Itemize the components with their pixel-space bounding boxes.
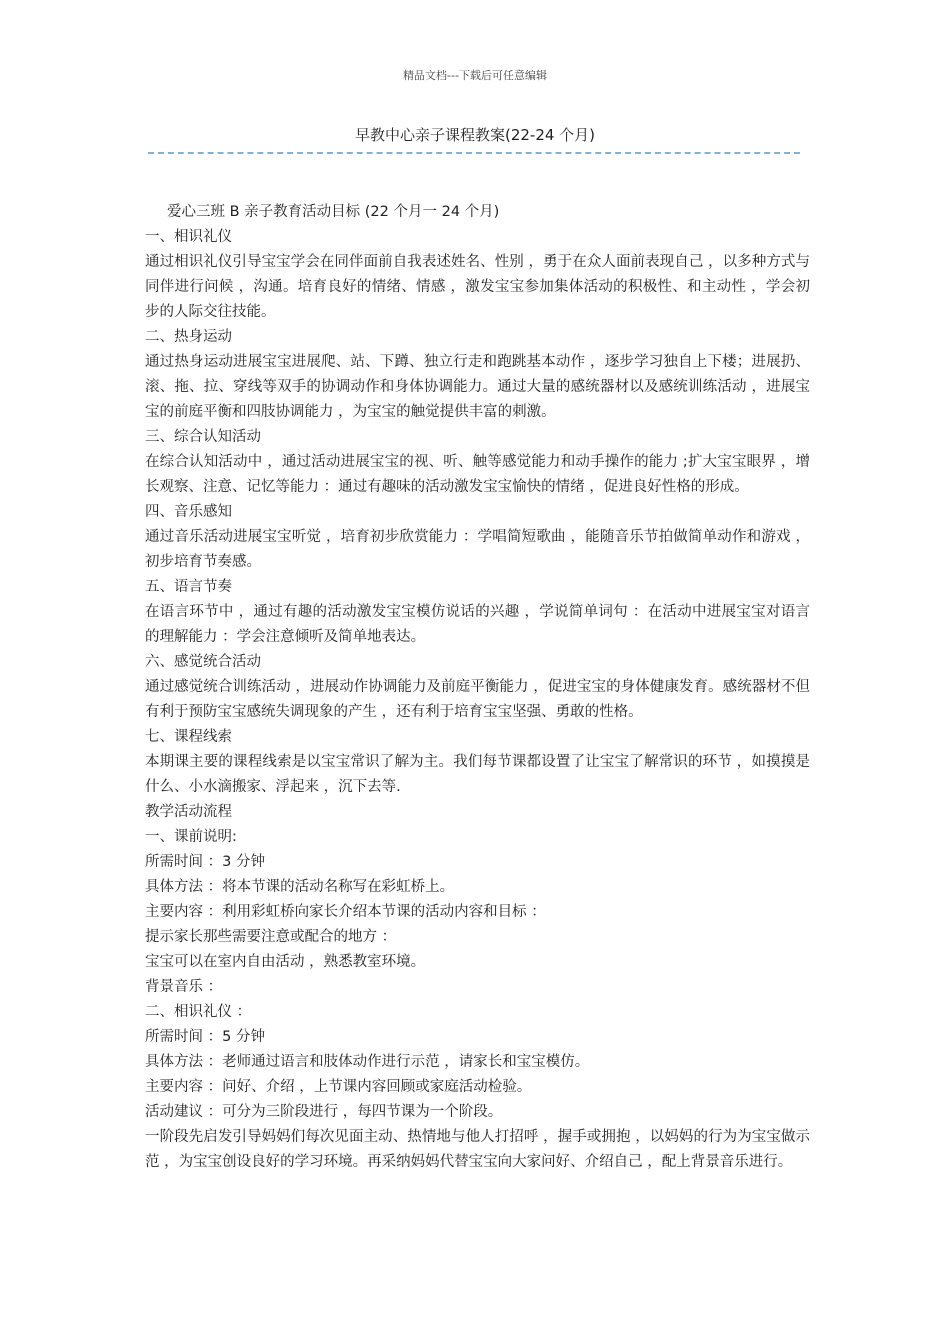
text-line: 所需时间 ：3 分钟 [145, 854, 265, 870]
section-heading: 三、综合认知活动 [145, 429, 261, 445]
section-heading: 一、相识礼仪 [145, 229, 232, 245]
paragraph: 在语言环节中 ，通过有趣的活动激发宝宝模仿说话的兴趣 ，学说简单词句 ：在活动中进展宝宝对语言的理解能力 ：学会注意倾听及简单地表达。 [145, 604, 810, 645]
document-title: 早教中心亲子课程教案(22-24 个月) [354, 126, 596, 144]
section-heading: 七、课程线索 [145, 729, 232, 745]
section-heading: 五、语言节奏 [145, 579, 232, 595]
class-goal-heading: 爱心三班 B 亲子教育活动目标 (22 个月一 24 个月) [167, 204, 500, 220]
section-heading: 二、相识礼仪 ： [145, 1004, 252, 1020]
section-heading: 四、音乐感知 [145, 504, 232, 520]
paragraph: 通过音乐活动进展宝宝听觉 ，培育初步欣赏能力 ：学唱简短歌曲 ，能随音乐节拍做简单动作和游戏 ，初步培育节奏感。 [145, 529, 810, 570]
text-line: 具体方法 ：老师通过语言和肢体动作进行示范 ，请家长和宝宝模仿。 [145, 1054, 590, 1070]
text-line: 活动建议 ：可分为三阶段进行 ，每四节课为一个阶段。 [145, 1104, 503, 1120]
paragraph: 通过热身运动进展宝宝进展爬、站、下蹲、独立行走和跑跳基本动作 ，逐步学习独自上下楼；进展扔、滚、拖、拉、穿线等双手的协调动作和身体协调能力。通过大量的感统器材以及感统训练活动 ，进展宝宝的前庭平衡和四肢协调能力 ，为宝宝的触觉提供丰富的刺激。 [145, 354, 810, 420]
text-line: 背景音乐 ： [145, 979, 223, 995]
document-body [145, 200, 810, 1175]
paragraph: 在综合认知活动中 ，通过活动进展宝宝的视、听、触等感觉能力和动手操作的能力 ;扩大宝宝眼界 ，增长观察、注意、记忆等能力 ：通过有趣味的活动激发宝宝愉快的情绪 ，促进良好性格的形成。 [145, 454, 810, 495]
section-heading: 六、感觉统合活动 [145, 654, 261, 670]
section-heading: 二、热身运动 [145, 329, 232, 345]
section-heading: 教学活动流程 [145, 804, 232, 820]
text-line: 主要内容 ：问好、介绍 ，上节课内容回顾或家庭活动检验。 [145, 1079, 532, 1095]
paragraph: 通过相识礼仪引导宝宝学会在同伴面前自我表述姓名、性别 ，勇于在众人面前表现自己 ，以多种方式与同伴进行问候 ，沟通。培育良好的情绪、情感 ，激发宝宝参加集体活动的积极性、和主动性 ，学会初步的人际交往技能。 [145, 254, 810, 320]
paragraph: 一阶段先启发引导妈妈们每次见面主动、热情地与他人打招呼 ，握手或拥抱 ，以妈妈的行为为宝宝做示范 ，为宝宝创设良好的学习环境。再采纳妈妈代替宝宝向大家问好、介绍自己 ，配上背景音乐进行。 [145, 1129, 810, 1170]
text-line: 宝宝可以在室内自由活动 ，熟悉教室环境。 [145, 954, 426, 970]
text-line: 所需时间 ：5 分钟 [145, 1029, 265, 1045]
page-header: 精品文档---下载后可任意编辑 [403, 69, 547, 82]
title-divider [148, 152, 800, 154]
text-line: 主要内容 ：利用彩虹桥向家长介绍本节课的活动内容和目标 ： [145, 904, 546, 920]
paragraph: 通过感觉统合训练活动 ，进展动作协调能力及前庭平衡能力 ，促进宝宝的身体健康发育。感统器材不但有利于预防宝宝感统失调现象的产生 ，还有利于培育宝宝坚强、勇敢的性格。 [145, 679, 810, 720]
paragraph: 本期课主要的课程线索是以宝宝常识了解为主。我们每节课都设置了让宝宝了解常识的环节 ，如摸摸是什么、小水滴搬家、浮起来 ，沉下去等. [145, 754, 810, 795]
section-heading: 一、课前说明: [145, 829, 237, 845]
text-line: 提示家长那些需要注意或配合的地方 ： [145, 929, 397, 945]
text-line: 具体方法 ：将本节课的活动名称写在彩虹桥上。 [145, 879, 455, 895]
